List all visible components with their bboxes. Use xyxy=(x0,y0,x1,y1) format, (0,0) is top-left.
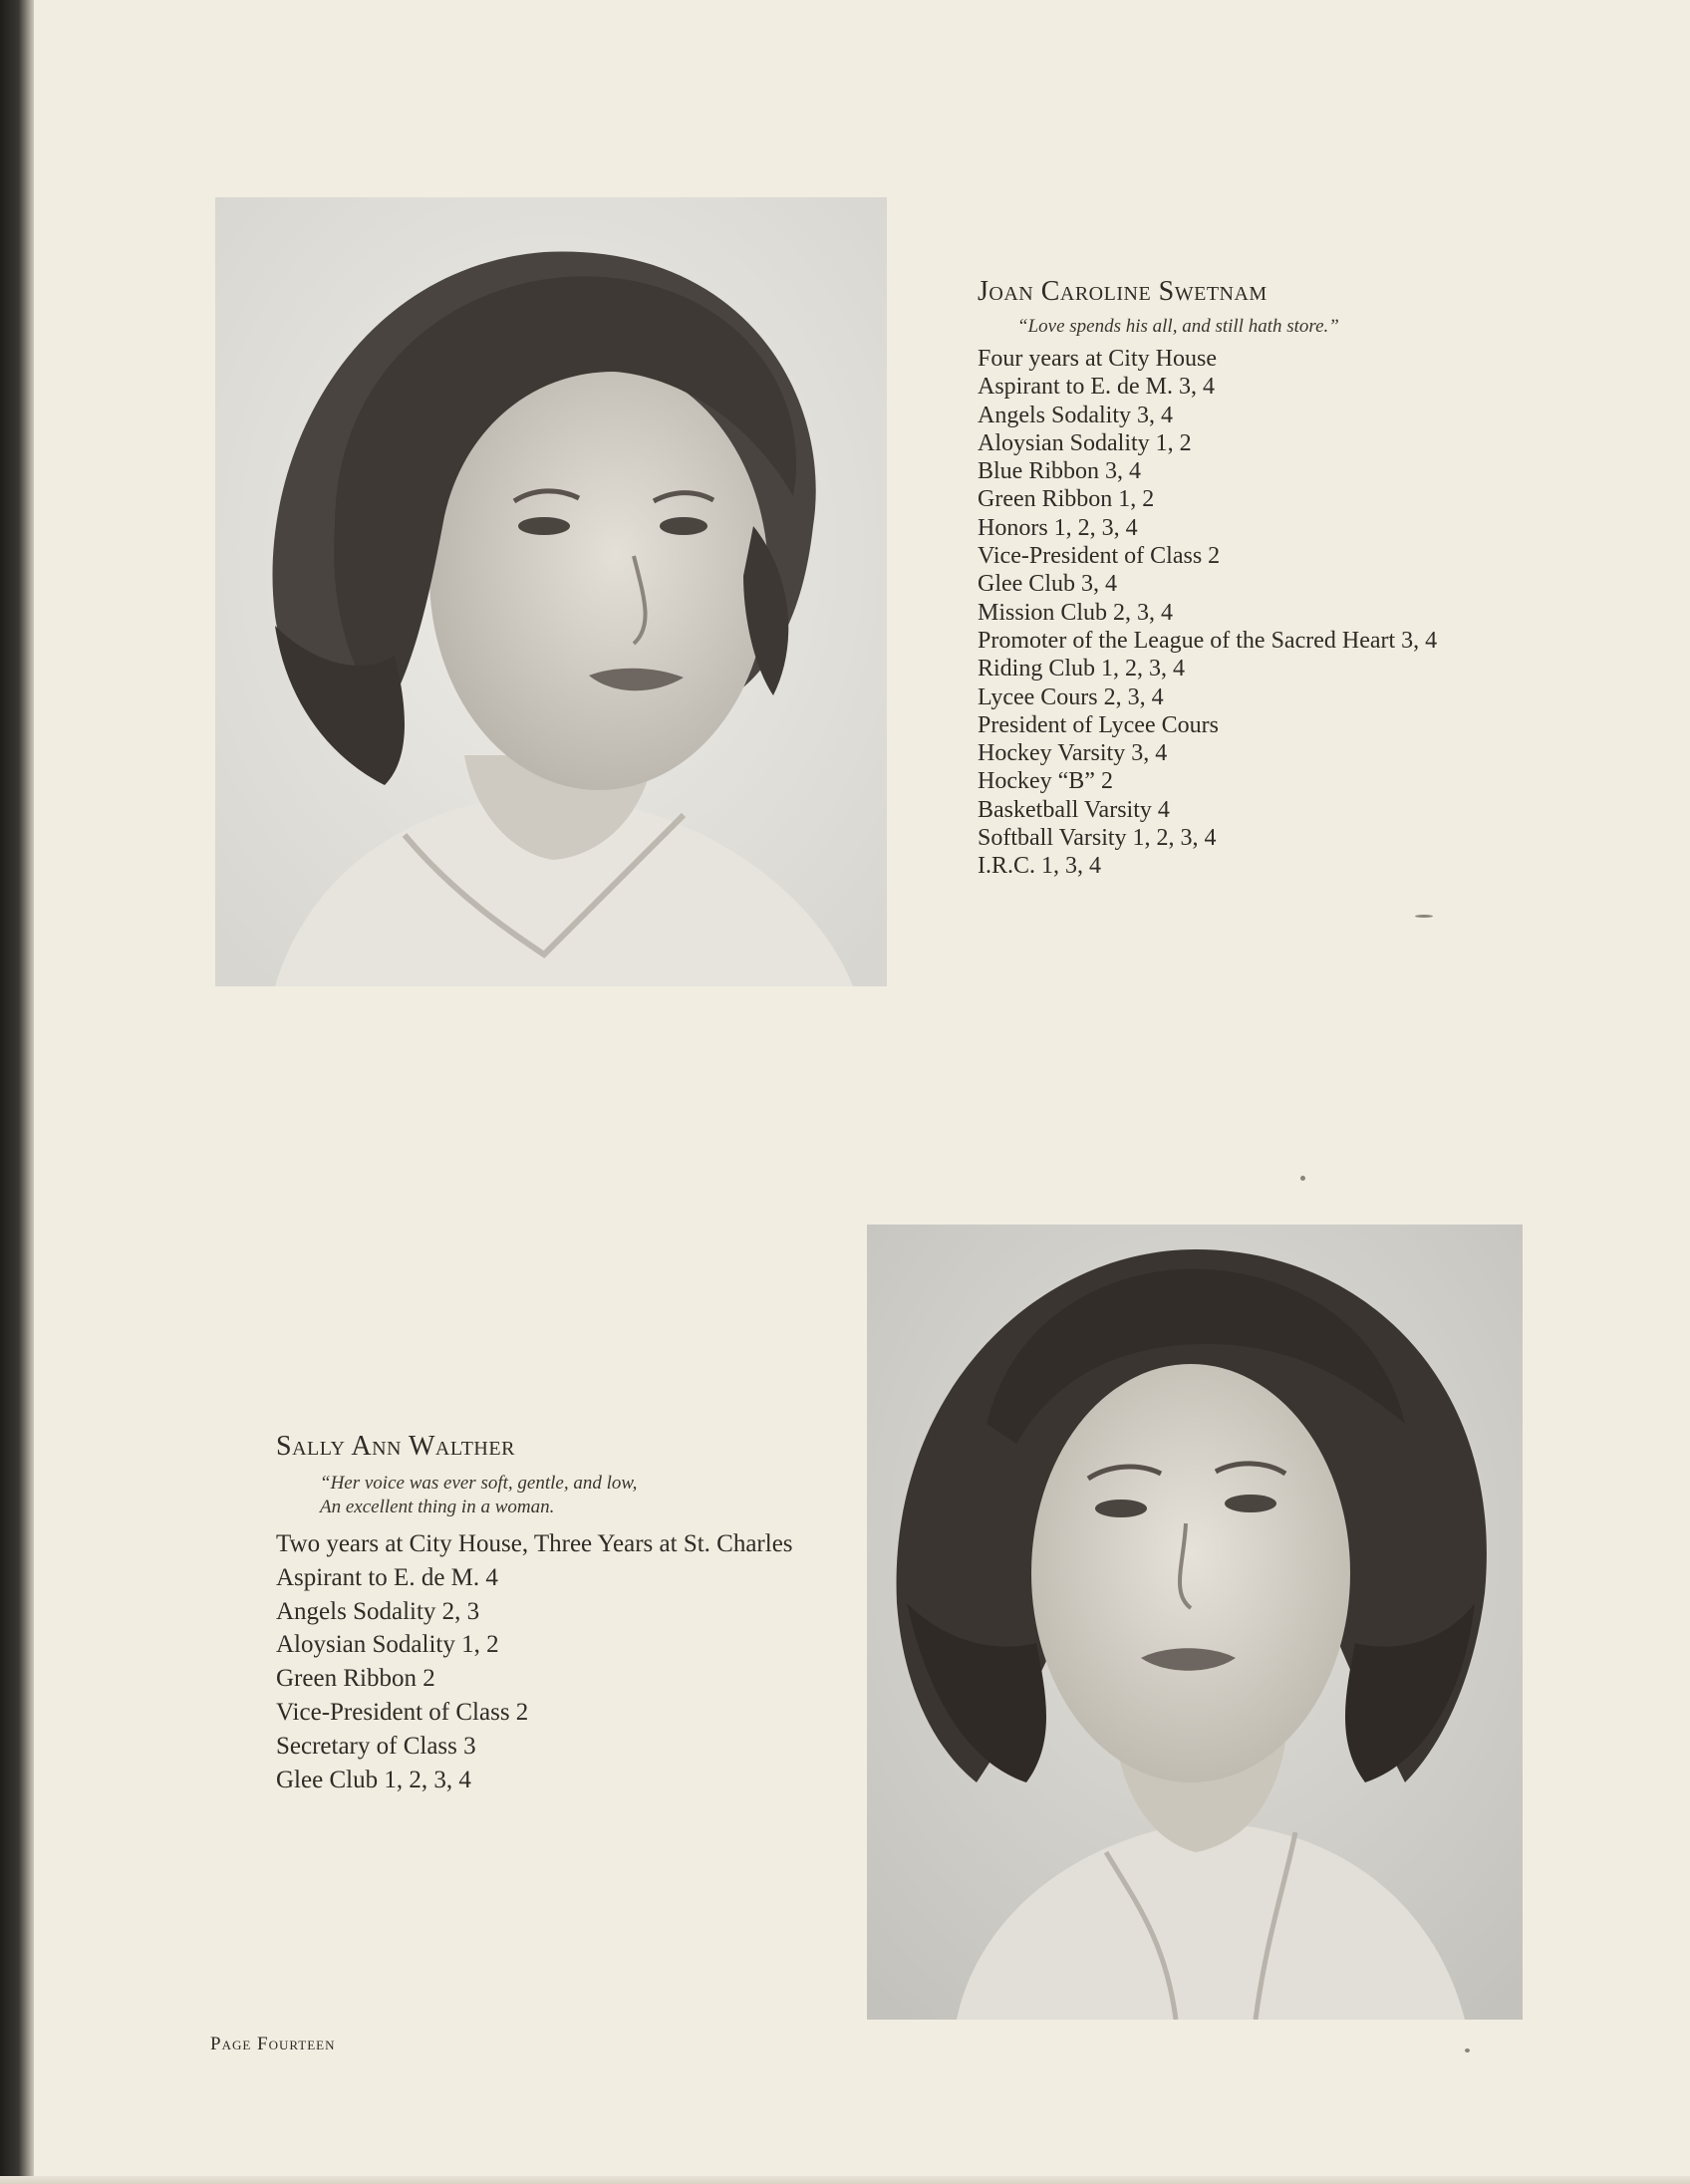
page-number: Page Fourteen xyxy=(210,2034,336,2054)
activity-item: Promoter of the League of the Sacred Heart 3, 4 xyxy=(978,627,1438,654)
activity-list xyxy=(978,345,1536,881)
activity-item: Aspirant to E. de M. 3, 4 xyxy=(978,374,1215,401)
activity-item: Mission Club 2, 3, 4 xyxy=(978,599,1174,626)
activity-item: Glee Club 3, 4 xyxy=(978,571,1117,598)
activity-item: Glee Club 1, 2, 3, 4 xyxy=(276,1766,471,1793)
activity-item: Angels Sodality 3, 4 xyxy=(978,402,1173,428)
activity-item: Hockey “B” 2 xyxy=(978,768,1113,795)
student-quote: “Her voice was ever soft, gentle, and low, An excellent thing in a woman. xyxy=(320,1473,638,1517)
activity-item: Aloysian Sodality 1, 2 xyxy=(276,1631,499,1659)
scan-speck xyxy=(1300,1176,1305,1181)
portrait-illustration xyxy=(215,197,887,986)
activity-item: Aspirant to E. de M. 4 xyxy=(276,1563,498,1591)
portrait-photo-sally xyxy=(867,1225,1523,2020)
activity-item: Vice-President of Class 2 xyxy=(276,1698,529,1726)
activity-item: Riding Club 1, 2, 3, 4 xyxy=(978,656,1186,682)
portrait-photo-joan xyxy=(215,197,887,986)
activity-item: Green Ribbon 2 xyxy=(276,1665,435,1693)
activity-item: Honors 1, 2, 3, 4 xyxy=(978,514,1138,541)
activity-item: President of Lycee Cours xyxy=(978,711,1219,738)
activity-item: Basketball Varsity 4 xyxy=(978,796,1170,823)
binding-edge xyxy=(0,0,34,2184)
activity-item: Four years at City House xyxy=(978,346,1217,372)
activity-item: Green Ribbon 1, 2 xyxy=(978,486,1155,513)
activity-item: Blue Ribbon 3, 4 xyxy=(978,458,1142,485)
portrait-illustration xyxy=(867,1225,1523,2020)
student-name: Joan Caroline Swetnam xyxy=(978,276,1268,307)
page-bottom-edge xyxy=(0,2176,1690,2184)
student-quote: “Love spends his all, and still hath store.” xyxy=(1017,316,1339,337)
activity-item: Secretary of Class 3 xyxy=(276,1732,476,1760)
activity-item: Angels Sodality 2, 3 xyxy=(276,1597,480,1625)
activity-item: Aloysian Sodality 1, 2 xyxy=(978,429,1192,456)
scan-speck xyxy=(1465,2048,1470,2052)
student-name: Sally Ann Walther xyxy=(276,1431,515,1462)
activity-item: Softball Varsity 1, 2, 3, 4 xyxy=(978,825,1217,852)
scan-speck xyxy=(1415,915,1433,918)
activity-item: I.R.C. 1, 3, 4 xyxy=(978,853,1102,880)
activity-item: Two years at City House, Three Years at St. Charles xyxy=(276,1530,793,1557)
entry-joan-swetnam xyxy=(978,275,1536,881)
activity-item: Hockey Varsity 3, 4 xyxy=(978,740,1168,767)
activity-item: Vice-President of Class 2 xyxy=(978,543,1221,570)
activity-list xyxy=(276,1527,794,1796)
activity-item: Lycee Cours 2, 3, 4 xyxy=(978,683,1164,710)
entry-sally-walther xyxy=(276,1430,794,1796)
